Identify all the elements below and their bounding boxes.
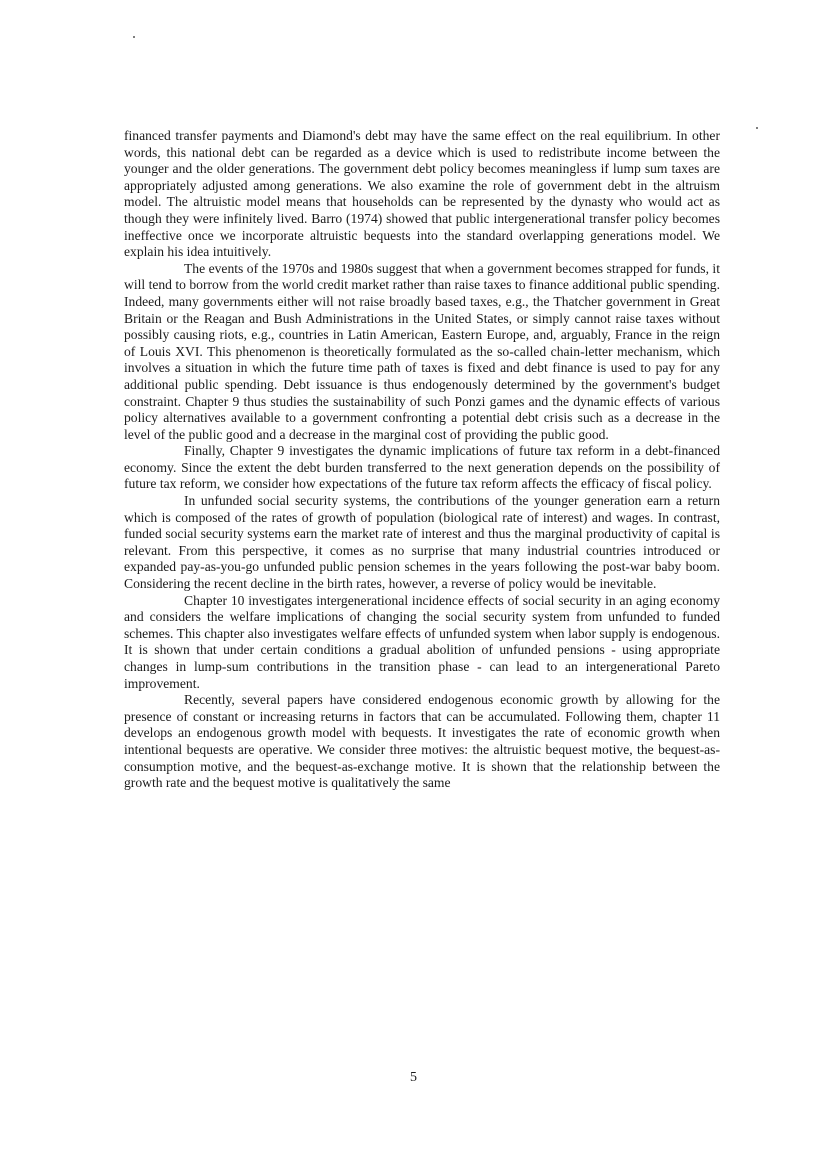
paragraph-4: In unfunded social security systems, the contributions of the younger generation earn a return which is composed of the rates of growth of population (biological rate of interest) and wages. In contrast, funded social security systems earn the market rate of interest and thus the marginal productivity of capital is relevant. From this perspective, it comes as no surprise that many industrial countries introduced or expanded pay-as-you-go unfunded public pension schemes in the years following the post-war baby boom. Considering the recent decline in the birth rates, however, a reverse of policy would be inevitable. xyxy=(124,493,720,592)
paragraph-5: Chapter 10 investigates intergenerational incidence effects of social security in an aging economy and considers the welfare implications of changing the social security system from unfunded to funded schemes. This chapter also investigates welfare effects of unfunded system when labor supply is endogenous. It is shown that under certain conditions a gradual abolition of unfunded pensions - using appropriate changes in lump-sum contributions in the transition phase - can lead to an intergenerational Pareto improvement. xyxy=(124,592,720,691)
paragraph-3: Finally, Chapter 9 investigates the dynamic implications of future tax reform in a debt-financed economy. Since the extent the debt burden transferred to the next generation depends on the possibility of future tax reform, we consider how expectations of the future tax reform affects the efficacy of fiscal policy. xyxy=(124,443,720,492)
paragraph-1: financed transfer payments and Diamond's debt may have the same effect on the real equilibrium. In other words, this national debt can be regarded as a device which is used to redistribute income between the younger and the older generations. The government debt policy becomes meaningless if lump sum taxes are appropriately adjusted among generations. We also examine the role of government debt in the altruism model. The altruistic model means that households can be represented by the dynasty who would act as though they were infinitely lived. Barro (1974) showed that public intergenerational transfer policy becomes ineffective once we incorporate altruistic bequests into the standard overlapping generations model. We explain his idea intuitively. xyxy=(124,128,720,260)
paragraph-6: Recently, several papers have considered endogenous economic growth by allowing for the presence of constant or increasing returns in factors that can be accumulated. Following them, chapter 11 develops an endogenous growth model with bequests. It investigates the rate of economic growth when intentional bequests are operative. We consider three motives: the altruistic bequest motive, the bequest-as-consumption motive, and the bequest-as-exchange motive. It is shown that the relationship between the growth rate and the bequest motive is qualitatively the same xyxy=(124,692,720,791)
scan-speck xyxy=(133,36,135,38)
page-number: 5 xyxy=(410,1070,417,1085)
paragraph-2: The events of the 1970s and 1980s suggest that when a government becomes strapped for funds, it will tend to borrow from the world credit market rather than raise taxes to finance additional public spending. Indeed, many governments either will not raise broadly based taxes, e.g., the Thatcher government in Great Britain or the Reagan and Bush Administrations in the United States, or simply cannot raise taxes without possibly causing riots, e.g., countries in Latin American, Eastern Europe, and, arguably, France in the reign of Louis XVI. This phenomenon is theoretically formulated as the so-called chain-letter mechanism, which involves a situation in which the future time path of taxes is fixed and debt finance is used to pay for any additional public spending. Debt issuance is thus endogenously determined by the government's budget constraint. Chapter 9 thus studies the sustainability of such Ponzi games and the dynamic effects of various policy alternatives available to a government confronting a potential debt crisis such as a decrease in the level of the public good and a decrease in the marginal cost of providing the public good. xyxy=(124,260,720,442)
body-text xyxy=(124,128,720,792)
scan-speck xyxy=(756,127,758,129)
